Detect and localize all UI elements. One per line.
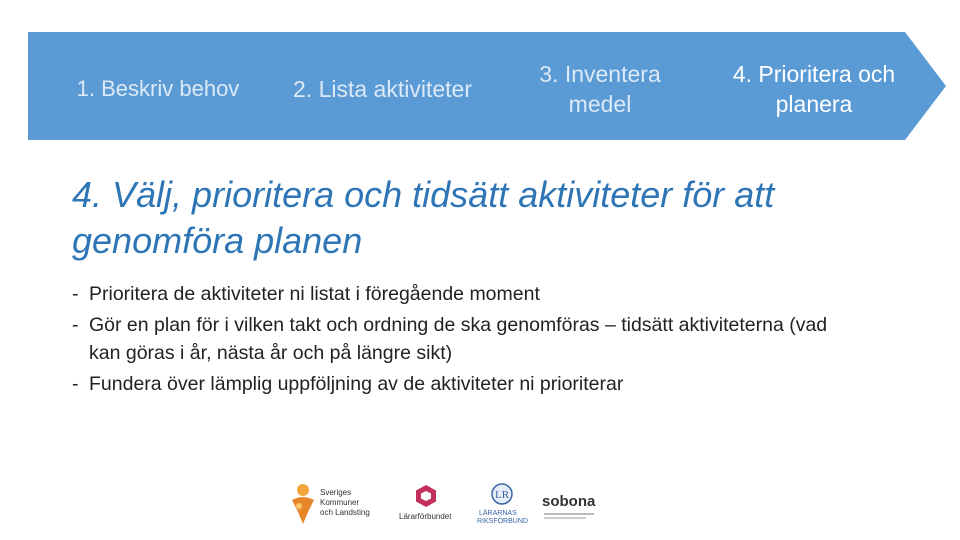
partner-logos [280,478,620,528]
sobona-tagline-line [544,513,594,515]
bullet-list [72,280,852,401]
bullet-item [72,280,852,308]
lararnas-line-1: LÄRARNAS [479,510,517,517]
bullet-item [72,311,852,367]
bullet-text: Prioritera de aktiviteter ni listat i föregående moment [89,283,540,305]
slide-heading: 4. Välj, prioritera och tidsätt aktiviteter för att genomföra planen [72,174,775,261]
skl-logo [290,478,380,528]
sobona-name: sobona [542,493,596,510]
sobona-logo [542,478,612,528]
step-1-label: 1. Beskriv behov [76,76,240,101]
skl-line-2: Kommuner [320,498,360,507]
skl-figure-icon [290,482,316,526]
skl-line-3: och Landsting [320,508,370,517]
step-4-label: 4. Prioritera och planera [732,61,896,117]
lararnas-riksforbund-logo [475,478,535,528]
bullet-item [72,370,852,398]
lararforbundet-logo [395,478,465,528]
emblem-icon [491,482,513,506]
svg-text:LR: LR [494,489,510,501]
bullet-dash: - [72,283,79,305]
bullet-text: Fundera över lämplig uppföljning av de aktiviteter ni prioriterar [89,373,624,395]
hexagon-icon [415,484,437,508]
step-3-label: 3. Inventera medel [539,61,661,117]
skl-line-1: Sveriges [320,488,352,497]
lararforbundet-name: Lärarförbundet [399,512,452,521]
process-banner [0,0,960,160]
sobona-tagline-line [544,517,586,519]
step-2-label: 2. Lista aktiviteter [293,76,472,102]
bullet-text: Gör en plan för i vilken takt och ordning de ska genomföras – tidsätt aktiviteterna (vad kan göras i år, nästa år och på längre sikt) [89,314,828,364]
bullet-dash: - [72,373,79,395]
lararnas-line-2: RIKSFÖRBUND [477,518,528,525]
bullet-dash: - [72,314,79,336]
